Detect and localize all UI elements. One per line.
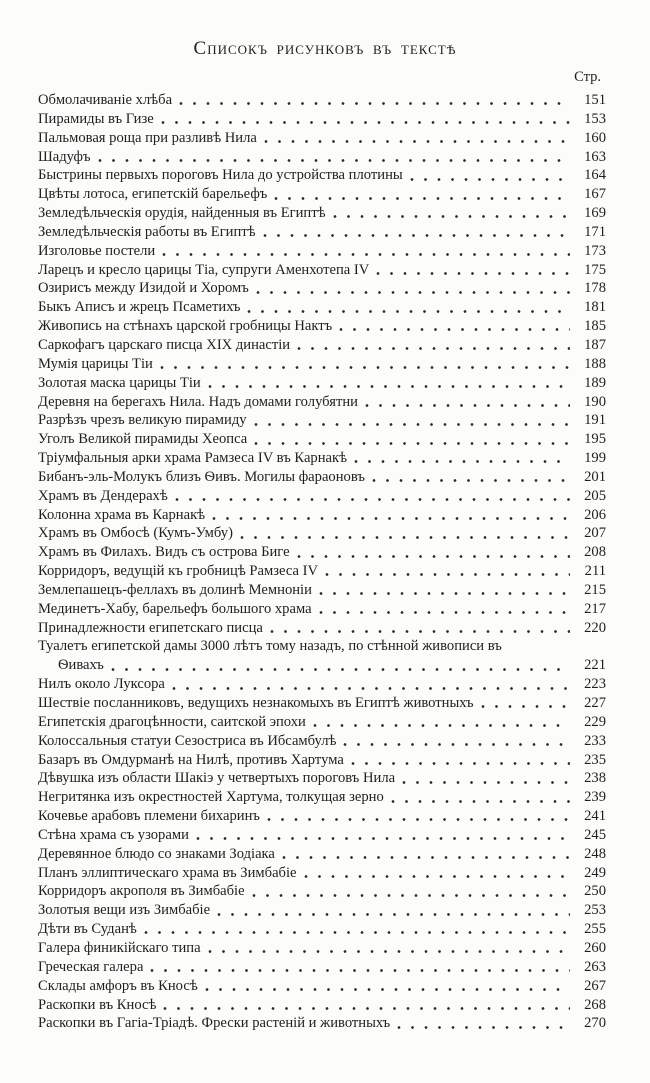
figure-caption: Земледѣльческія работы въ Египтѣ (38, 223, 256, 240)
page-number: 190 (584, 393, 606, 410)
figure-caption: Храмъ въ Филахъ. Видъ съ острова Биге (38, 544, 290, 561)
page-number: 211 (584, 563, 606, 580)
toc-entry (38, 788, 606, 807)
page-number: 253 (584, 902, 606, 919)
figure-caption: Дѣвушка изъ области Шакіэ у четвертыхъ пороговъ Нила (38, 770, 396, 787)
dot-leader (263, 223, 570, 242)
page-number: 206 (584, 506, 606, 523)
toc-entry (38, 166, 606, 185)
toc-entry (38, 562, 606, 581)
toc-entry (38, 411, 606, 430)
figure-caption: Деревня на берегахъ Нила. Надъ домами голубятни (38, 393, 358, 410)
dot-leader (354, 449, 570, 468)
toc-entry (38, 656, 606, 675)
figure-caption: Раскопки въ Кносѣ (38, 996, 157, 1013)
page-number: 238 (584, 770, 606, 787)
page-number: 187 (584, 336, 606, 353)
toc-entry (38, 185, 606, 204)
toc-entry (38, 958, 606, 977)
toc-entry (38, 129, 606, 148)
dot-leader (372, 468, 570, 487)
toc-entry (38, 336, 606, 355)
toc-entry (38, 619, 606, 638)
page-number: 191 (584, 412, 606, 429)
figure-caption: Озирисъ между Изидой и Хоромъ (38, 280, 249, 297)
page-column-header: Стр. (574, 69, 601, 85)
dot-leader (254, 430, 570, 449)
toc-entry (38, 864, 606, 883)
figure-caption: Ѳивахъ (58, 657, 104, 674)
figure-caption: Базаръ въ Омдурманѣ на Нилѣ, противъ Хартума (38, 751, 344, 768)
toc-entry (38, 769, 606, 788)
toc-entry (38, 713, 606, 732)
dot-leader (397, 1014, 570, 1033)
dot-leader (410, 166, 570, 185)
dot-leader (252, 882, 570, 901)
page-number: 171 (584, 223, 606, 240)
page-number: 167 (584, 186, 606, 203)
dot-leader (175, 487, 570, 506)
page-number: 160 (584, 129, 606, 146)
page-number: 248 (584, 845, 606, 862)
figure-caption: Пирамиды въ Гизе (38, 110, 154, 127)
figure-caption: Склады амфоръ въ Кносѣ (38, 977, 198, 994)
page-number: 169 (584, 205, 606, 222)
page-number: 239 (584, 789, 606, 806)
figure-caption: Корридоръ, ведущій къ гробницѣ Рамзеса IV (38, 563, 319, 580)
figure-caption: Пальмовая роща при разливѣ Нила (38, 129, 257, 146)
toc-entry (38, 148, 606, 167)
page-number: 250 (584, 883, 606, 900)
page-number: 249 (584, 864, 606, 881)
dot-leader (98, 148, 570, 167)
dot-leader (304, 864, 570, 883)
dot-leader (351, 751, 570, 770)
toc-entry (38, 581, 606, 600)
toc-entry (38, 977, 606, 996)
page-number: 267 (584, 977, 606, 994)
dot-leader (179, 91, 570, 110)
figure-caption: Деревянное блюдо со знаками Зодіака (38, 845, 275, 862)
figure-list (0, 91, 650, 1033)
toc-entry (38, 524, 606, 543)
figure-caption: Кочевье арабовъ племени бихаринъ (38, 808, 260, 825)
page-number: 215 (584, 581, 606, 598)
dot-leader (297, 543, 570, 562)
toc-entry (38, 279, 606, 298)
figure-caption: Мединетъ-Хабу, барельефъ большого храма (38, 600, 312, 617)
toc-entry (38, 393, 606, 412)
page-number: 268 (584, 996, 606, 1013)
page-title: Списокъ рисунковъ въ текстѣ (193, 38, 457, 59)
figure-caption: Цвѣты лотоса, египетскій барельефъ (38, 186, 268, 203)
figure-caption: Землепашецъ-феллахъ въ долинѣ Мемноніи (38, 581, 312, 598)
dot-leader (325, 562, 570, 581)
page-number: 223 (584, 676, 606, 693)
figure-caption: Уголъ Великой пирамиды Хеопса (38, 431, 248, 448)
page-number: 233 (584, 732, 606, 749)
figure-caption: Корридоръ акрополя въ Зимбабіе (38, 883, 245, 900)
toc-entry (38, 91, 606, 110)
toc-entry (38, 487, 606, 506)
dot-leader (111, 656, 570, 675)
dot-leader (270, 619, 570, 638)
toc-entry (38, 110, 606, 129)
toc-entry (38, 637, 606, 656)
dot-leader (212, 506, 570, 525)
dot-leader (254, 411, 570, 430)
figure-caption: Египетскія драгоцѣнности, саитской эпохи (38, 713, 306, 730)
figure-caption: Обмолачиваніе хлѣба (38, 92, 173, 108)
dot-leader (402, 769, 570, 788)
dot-leader (256, 279, 570, 298)
page-number: 260 (584, 939, 606, 956)
dot-leader (144, 920, 570, 939)
figure-caption: Саркофагъ царскаго писца XIX династіи (38, 336, 291, 353)
dot-leader (391, 788, 570, 807)
page-number: 221 (584, 657, 606, 674)
dot-leader (208, 939, 570, 958)
toc-entry (38, 732, 606, 751)
toc-entry (38, 901, 606, 920)
figure-caption: Шадуфъ (38, 148, 91, 165)
figure-caption: Быкъ Аписъ и жрецъ Псаметихъ (38, 299, 241, 316)
toc-entry (38, 449, 606, 468)
toc-entry (38, 242, 606, 261)
toc-entry (38, 751, 606, 770)
dot-leader (264, 129, 570, 148)
dot-leader (365, 393, 570, 412)
toc-entry (38, 374, 606, 393)
toc-entry (38, 882, 606, 901)
dot-leader (297, 336, 570, 355)
figure-caption: Золотыя вещи изъ Зимбабіе (38, 902, 211, 919)
toc-entry (38, 204, 606, 223)
toc-entry (38, 355, 606, 374)
page-number: 205 (584, 487, 606, 504)
toc-entry (38, 939, 606, 958)
page-number: 175 (584, 261, 606, 278)
figure-caption: Греческая галера (38, 958, 144, 975)
dot-leader (247, 298, 570, 317)
page-number: 178 (584, 280, 606, 297)
figure-caption: Планъ эллиптическаго храма въ Зимбабіе (38, 864, 297, 881)
dot-leader (172, 675, 570, 694)
dot-leader (150, 958, 570, 977)
figure-caption: Колоссальныя статуи Сезостриса въ Ибсамбулѣ (38, 732, 337, 749)
toc-entry (38, 223, 606, 242)
toc-entry (38, 543, 606, 562)
dot-leader (282, 845, 570, 864)
page-number: 217 (584, 600, 606, 617)
toc-entry (38, 694, 606, 713)
figure-caption: Тріумфальныя арки храма Рамзеса IV въ Карнакѣ (38, 450, 348, 467)
toc-entry (38, 675, 606, 694)
figure-caption: Стѣна храма съ узорами (38, 826, 189, 843)
toc-entry (38, 807, 606, 826)
page-number: 208 (584, 544, 606, 561)
toc-entry (38, 506, 606, 525)
page-number: 263 (584, 958, 606, 975)
dot-leader (160, 355, 570, 374)
dot-leader (481, 694, 570, 713)
toc-entry (38, 317, 606, 336)
figure-caption: Дѣти въ Суданѣ (38, 921, 137, 938)
page-number: 245 (584, 826, 606, 843)
dot-leader (339, 317, 570, 336)
dot-leader (162, 242, 570, 261)
figure-caption: Бибанъ-эль-Молукъ близъ Ѳивъ. Могилы фараоновъ (38, 468, 365, 485)
toc-entry (38, 845, 606, 864)
figure-caption: Храмъ въ Дендерахѣ (38, 487, 168, 504)
page-number: 188 (584, 355, 606, 372)
figure-caption: Раскопки въ Гагіа-Тріадѣ. Фрески растеній и животныхъ (38, 1015, 391, 1032)
page-number: 241 (584, 808, 606, 825)
page-number: 270 (584, 1015, 606, 1032)
dot-leader (208, 374, 570, 393)
toc-entry (38, 826, 606, 845)
page-number: 163 (584, 148, 606, 165)
page-number: 229 (584, 713, 606, 730)
page-number: 227 (584, 695, 606, 711)
dot-leader (161, 110, 570, 129)
page-number: 153 (584, 110, 606, 127)
figure-caption: Храмъ въ Омбосѣ (Кумъ-Умбу) (38, 525, 233, 542)
page-number: 220 (584, 619, 606, 636)
figure-caption: Негритянка изъ окрестностей Хартума, толкущая зерно (38, 789, 384, 806)
figure-caption: Колонна храма въ Карнакѣ (38, 506, 206, 523)
page-number: 151 (584, 92, 606, 108)
figure-caption: Земледѣльческія орудія, найденныя въ Египтѣ (38, 205, 326, 222)
page-number: 235 (584, 751, 606, 768)
page-number: 201 (584, 468, 606, 485)
toc-entry (38, 468, 606, 487)
toc-entry (38, 430, 606, 449)
figure-caption: Галера финикійскаго типа (38, 939, 201, 956)
dot-leader (376, 261, 570, 280)
dot-leader (319, 600, 570, 619)
toc-entry (38, 920, 606, 939)
figure-caption: Мумія царицы Тіи (38, 355, 153, 372)
page-number: 199 (584, 450, 606, 467)
page-number: 181 (584, 299, 606, 316)
page-number: 173 (584, 242, 606, 259)
page-number: 255 (584, 921, 606, 938)
page-number: 164 (584, 167, 606, 184)
dot-leader (343, 732, 570, 751)
toc-entry (38, 1014, 606, 1033)
figure-caption: Живопись на стѣнахъ царской гробницы Нактъ (38, 318, 333, 335)
figure-caption: Принадлежности египетскаго писца (38, 619, 263, 636)
dot-leader (163, 996, 570, 1015)
page-number: 189 (584, 374, 606, 391)
page-number: 207 (584, 525, 606, 542)
figure-caption: Золотая маска царицы Тіи (38, 374, 201, 391)
page-number: 185 (584, 318, 606, 335)
toc-entry (38, 298, 606, 317)
dot-leader (240, 524, 570, 543)
dot-leader (333, 204, 570, 223)
dot-leader (509, 637, 570, 656)
dot-leader (319, 581, 570, 600)
toc-entry (38, 261, 606, 280)
figure-caption: Ларецъ и кресло царицы Тіа, супруги Аменхотепа IV (38, 261, 370, 278)
figure-caption: Разрѣзъ чрезъ великую пирамиду (38, 412, 247, 429)
dot-leader (217, 901, 570, 920)
dot-leader (267, 807, 570, 826)
dot-leader (196, 826, 570, 845)
figure-caption: Шествіе посланниковъ, ведущихъ незнакомыхъ въ Египтѣ животныхъ (38, 695, 474, 711)
figure-caption: Быстрины первыхъ пороговъ Нила до устройства плотины (38, 167, 403, 184)
toc-entry (38, 996, 606, 1015)
figure-caption: Нилъ около Луксора (38, 676, 165, 693)
dot-leader (313, 713, 570, 732)
figure-caption: Изголовье постели (38, 242, 156, 259)
dot-leader (205, 977, 570, 996)
page-number: 195 (584, 431, 606, 448)
dot-leader (274, 185, 570, 204)
figure-caption: Туалетъ египетской дамы 3000 лѣтъ тому назадъ, по стѣнной живописи въ (38, 638, 502, 655)
toc-entry (38, 600, 606, 619)
